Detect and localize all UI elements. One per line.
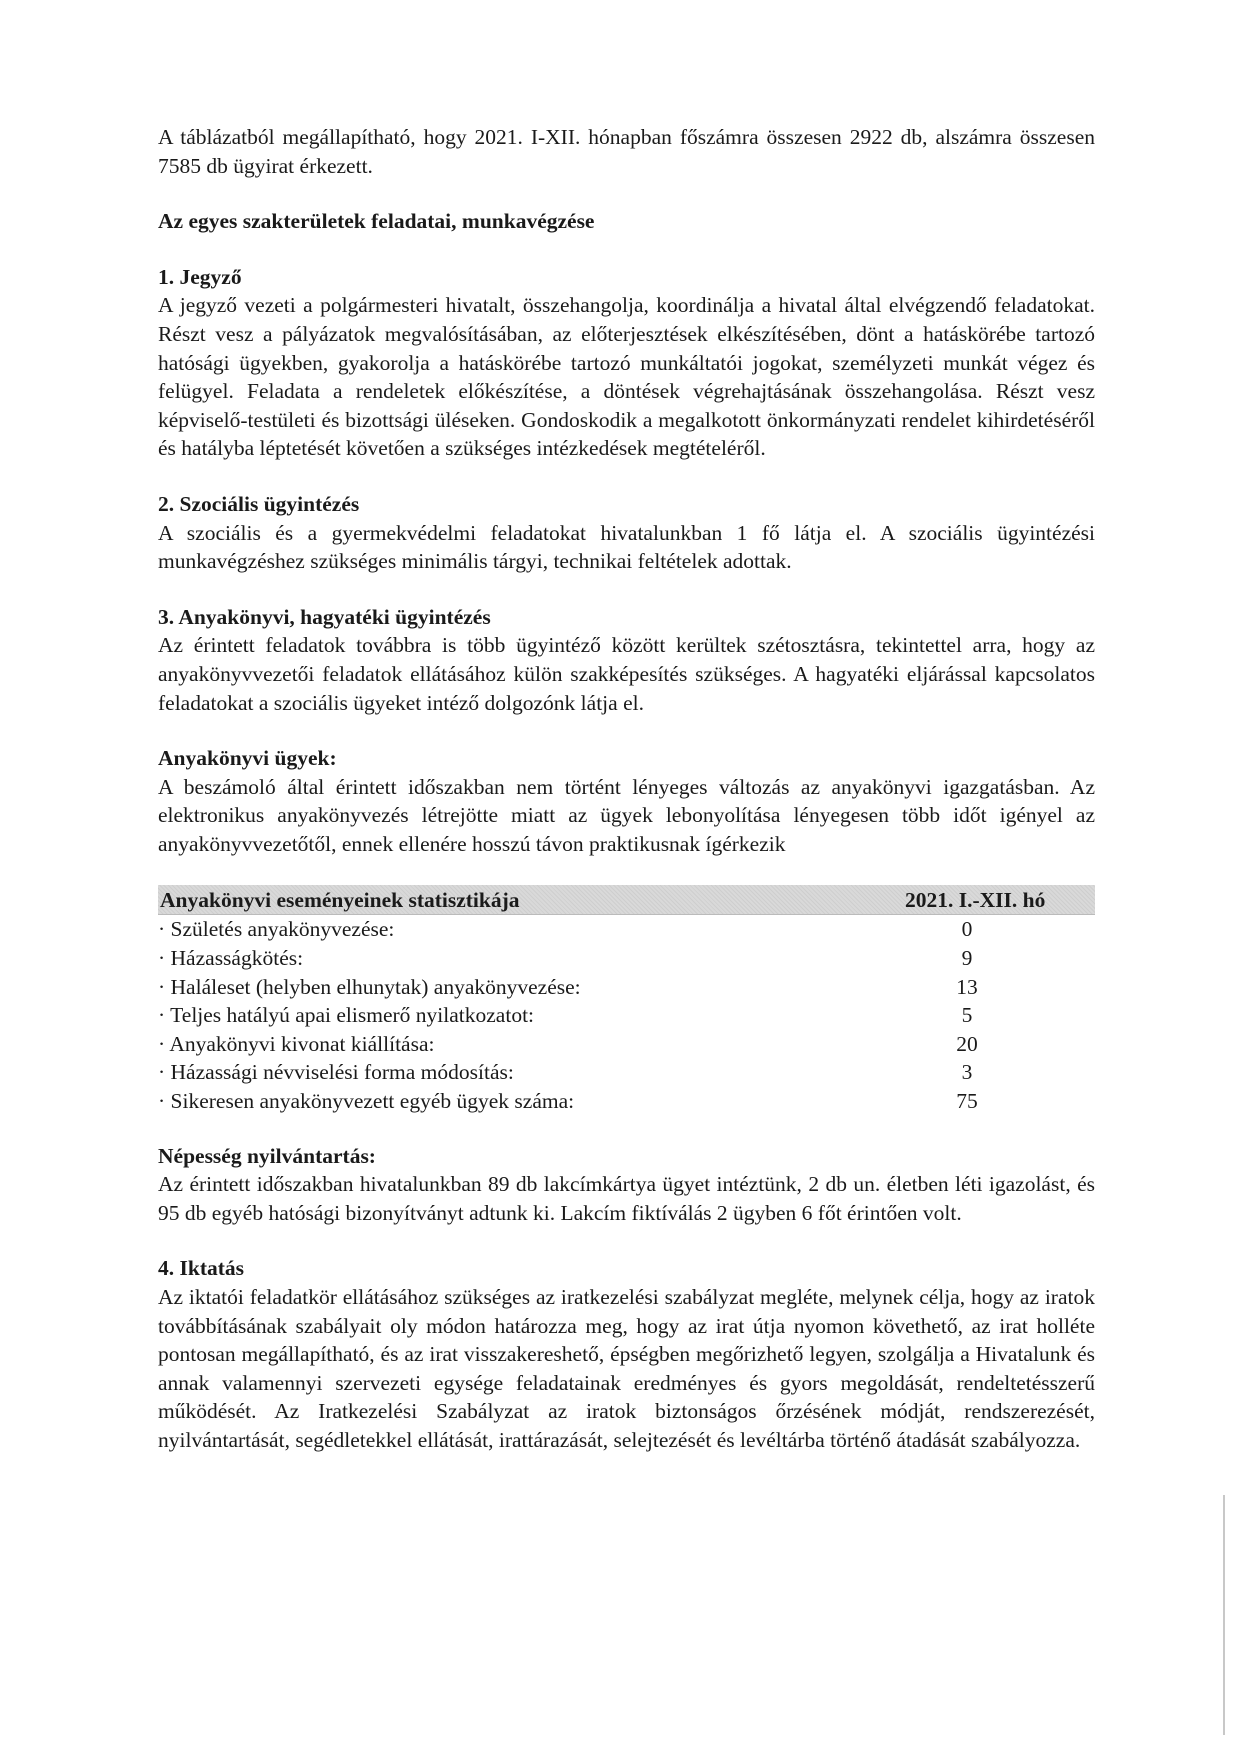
- nepesseg-text: Az érintett időszakban hivatalunkban 89 db lakcímkártya ügyet intéztünk, 2 db un. életben léti igazolást, és 95 db egyéb hatósági bizonyítványt adtunk ki. Lakcím fiktíválás 2 ügyben 6 főt érintően volt.: [158, 1172, 1095, 1225]
- section-1-title: 1. Jegyző: [158, 264, 242, 289]
- statistics-header-period: 2021. I.-XII. hó: [905, 887, 1046, 912]
- intro-block: [158, 123, 1095, 180]
- statistics-row: [158, 973, 1095, 1002]
- section-3-title: 3. Anyakönyvi, hagyatéki ügyintézés: [158, 604, 491, 629]
- section-3-text: Az érintett feladatok továbbra is több ügyintéző között kerültek szétosztásra, tekintettel arra, hogy az anyakönyvvezetői feladatok ellátásához külön szakképesítés szükséges. A hagyatéki eljárással kapcsolatos feladatokat a szociális ügyeket intéző dolgozónk látja el.: [158, 633, 1095, 715]
- statistics-row-label: · Anyakönyvi kivonat kiállítása:: [158, 1031, 435, 1056]
- statistics-header-label: Anyakönyvi eseményeinek statisztikája: [160, 887, 520, 912]
- statistics-row-value: 5: [961, 1003, 973, 1028]
- statistics-row: [158, 1058, 1095, 1087]
- section-4: [158, 1254, 1095, 1454]
- section-2-title: 2. Szociális ügyintézés: [158, 491, 360, 516]
- section-title: Az egyes szakterületek feladatai, munkavégzése: [158, 209, 595, 234]
- nepesseg-section: [158, 1142, 1095, 1228]
- nepesseg-title: Népesség nyilvántartás:: [158, 1143, 376, 1168]
- intro-paragraph: A táblázatból megállapítható, hogy 2021. I-XII. hónapban főszámra összesen 2922 db, alszámra összesen 7585 db ügyirat érkezett.: [158, 125, 1095, 178]
- document-page: [158, 123, 1095, 1482]
- statistics-row: [158, 1001, 1095, 1030]
- statistics-row-value: 75: [956, 1089, 978, 1114]
- section-4-text: Az iktatói feladatkör ellátásához szükséges az iratkezelési szabályzat megléte, melynek célja, hogy az iratok továbbításának szabályait oly módon határozza meg, hogy az irat útja nyomon követhető, az irat holléte pontosan megállapítható, és az irat visszakereshető, épségben megőrizhető legyen, szolgálja a Hivatalunk és annak valamennyi szervezeti egysége feladatainak eredményes és gyors megoldását, rendeltetésszerű működését. Az Iratkezelési Szabályzat az iratok biztonságos őrzésének módját, rendszerezését, nyilvántartását, segédletekkel ellátását, irattárazását, selejtezését és levéltárba történő átadását szabályozza.: [158, 1285, 1095, 1452]
- anyakonyvi-title: Anyakönyvi ügyek:: [158, 746, 337, 771]
- statistics-row-value: 9: [961, 946, 973, 971]
- statistics-row: [158, 915, 1095, 944]
- statistics-row-label: · Házasságkötés:: [158, 946, 304, 971]
- statistics-table-header: [158, 885, 1095, 915]
- anyakonyvi-text: A beszámoló által érintett időszakban nem történt lényeges változás az anyakönyvi igazgatásban. Az elektronikus anyakönyvezés létrejötte miatt az ügyek lebonyolítása lényegesen több időt igényel az anyakönyvvezetőtől, ennek ellenére hosszú távon praktikusnak ígérkezik: [158, 774, 1095, 856]
- statistics-row: [158, 1087, 1095, 1116]
- statistics-table: [158, 885, 1095, 1115]
- section-1: [158, 263, 1095, 463]
- statistics-row-value: 20: [956, 1031, 978, 1056]
- statistics-row: [158, 1030, 1095, 1059]
- statistics-row-value: 13: [956, 974, 978, 999]
- statistics-row-label: · Házassági névviselési forma módosítás:: [158, 1060, 514, 1085]
- section-2-text: A szociális és a gyermekvédelmi feladatokat hivatalunkban 1 fő látja el. A szociális ügyintézési munkavégzéshez szükséges minimális tárgyi, technikai feltételek adottak.: [158, 520, 1095, 574]
- scan-edge-mark: [1223, 1495, 1225, 1735]
- statistics-row-label: · Teljes hatályú apai elismerő nyilatkozatot:: [158, 1003, 535, 1028]
- section-3: [158, 603, 1095, 717]
- statistics-rows: [158, 915, 1095, 1115]
- section-title-block: [158, 207, 1095, 236]
- statistics-row-label: · Haláleset (helyben elhunytak) anyakönyvezése:: [158, 974, 581, 999]
- section-2: [158, 490, 1095, 576]
- anyakonyvi-section: [158, 744, 1095, 858]
- section-1-text: A jegyző vezeti a polgármesteri hivatalt, összehangolja, koordinálja a hivatal által elvégzendő feladatokat. Részt vesz a pályázatok megvalósításában, az előterjesztések elkészítésében, dönt a hatáskörébe tartozó hatósági ügyekben, gyakorolja a hatáskörébe tartozó munkáltatói jogokat, személyzeti munkát végez és felügyel. Feladata a rendeletek előkészítése, a döntések végrehajtásának összehangolása. Részt vesz képviselő-testületi és bizottsági üléseken. Gondoskodik a megalkotott önkormányzati rendelet kihirdetéséről és hatályba léptetését követően a szükséges intézkedések megtételéről.: [158, 293, 1095, 461]
- statistics-row-value: 0: [961, 917, 973, 942]
- statistics-row-value: 3: [961, 1060, 973, 1085]
- statistics-row: [158, 944, 1095, 973]
- statistics-row-label: · Születés anyakönyvezése:: [158, 917, 395, 942]
- section-4-title: 4. Iktatás: [158, 1256, 245, 1281]
- statistics-row-label: · Sikeresen anyakönyvezett egyéb ügyek száma:: [158, 1089, 575, 1114]
